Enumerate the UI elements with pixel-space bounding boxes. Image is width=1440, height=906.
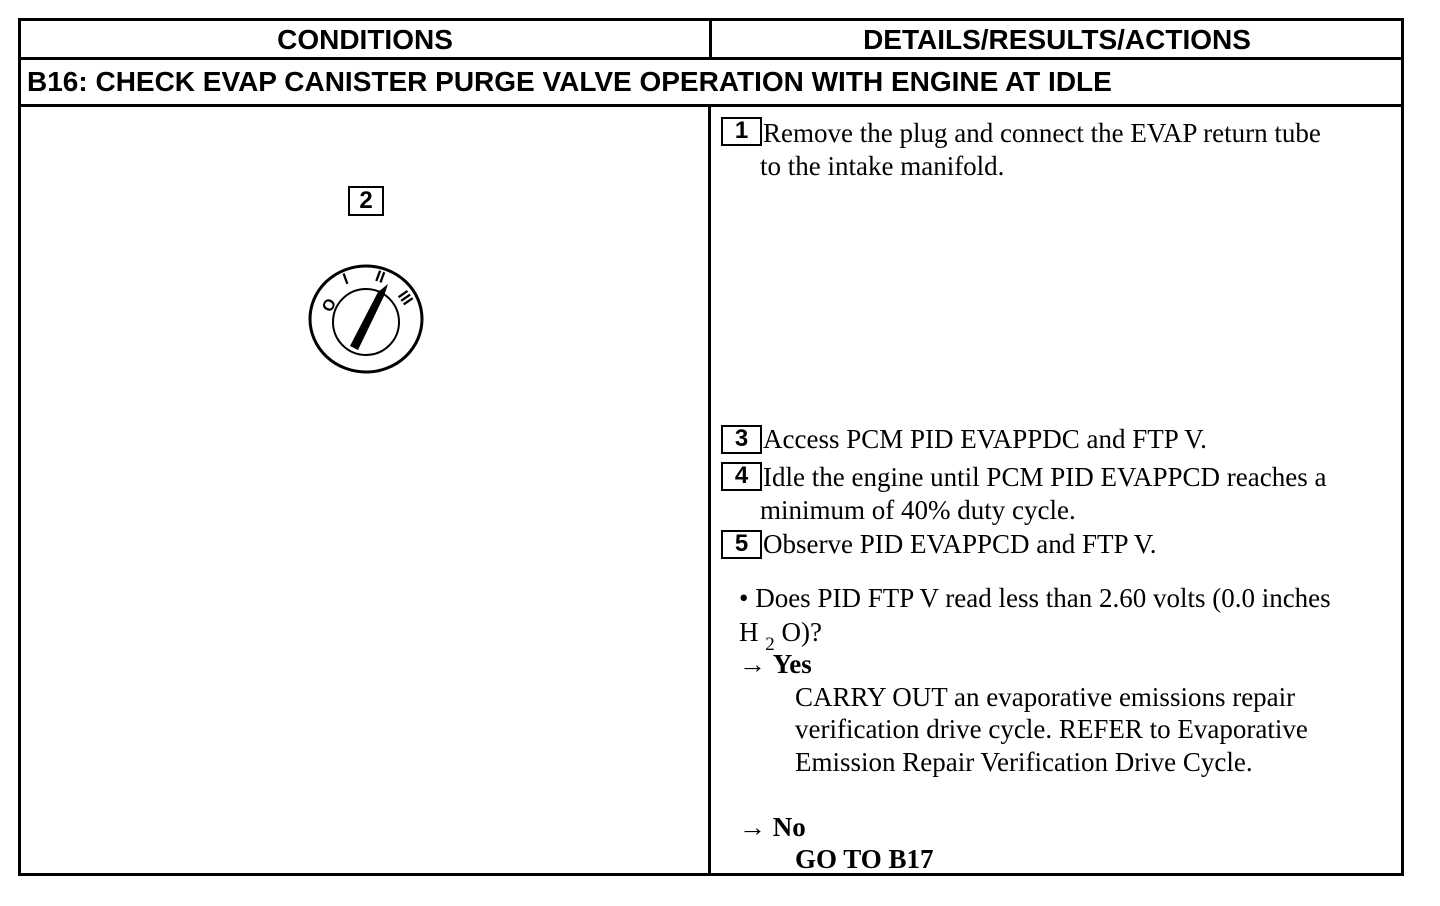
step-4-text-line1: Idle the engine until PCM PID EVAPPCD reaches a <box>763 462 1327 492</box>
step-5-box <box>721 530 762 559</box>
question-text: Does PID FTP V read less than 2.60 volts (0.0 inches <box>755 583 1331 613</box>
position-o-label: O <box>319 295 341 316</box>
position-ii-label: II <box>372 268 387 288</box>
yes-arrow: → <box>739 649 766 679</box>
callout-box-2 <box>348 186 384 216</box>
step-3-box <box>721 425 762 454</box>
step-1-text-line1: Remove the plug and connect the EVAP return tube <box>763 118 1321 148</box>
ignition-switch-icon <box>306 262 426 376</box>
step-3-text: Access PCM PID EVAPPDC and FTP V. <box>763 424 1207 454</box>
step-1-number: 1 <box>734 117 749 144</box>
title-divider <box>18 104 1404 107</box>
column-divider-body <box>708 104 711 876</box>
step-5-number: 5 <box>734 530 749 557</box>
callout-number: 2 <box>359 187 373 214</box>
no-arrow: → <box>739 812 766 842</box>
position-iii-label: III <box>394 287 416 309</box>
step-4-number: 4 <box>734 462 749 489</box>
step-4-text-line2: minimum of 40% duty cycle. <box>760 495 1076 525</box>
bullet: • <box>739 583 749 613</box>
no-label: No <box>772 812 806 842</box>
question-subscript: 2 <box>765 634 775 655</box>
question-line2 <box>739 616 822 655</box>
step-1-text-line2: to the intake manifold. <box>760 151 1005 181</box>
step-4-box <box>721 462 762 491</box>
question-line1 <box>739 582 1331 615</box>
step-5-text: Observe PID EVAPPCD and FTP V. <box>763 529 1157 559</box>
yes-branch-label <box>739 648 812 681</box>
yes-action-line2: verification drive cycle. REFER to Evaporative <box>795 714 1308 744</box>
yes-action-line3: Emission Repair Verification Drive Cycle. <box>795 747 1253 777</box>
details-header: DETAILS/RESULTS/ACTIONS <box>863 23 1251 55</box>
question-h: H <box>739 617 759 647</box>
position-i-label: I <box>340 270 351 289</box>
question-tail: O)? <box>781 617 822 647</box>
conditions-header: CONDITIONS <box>277 23 453 55</box>
step-3-number: 3 <box>734 425 749 452</box>
no-branch-label <box>739 811 806 844</box>
no-action: GO TO B17 <box>795 844 934 874</box>
step-1-box <box>721 117 762 146</box>
step-title: B16: CHECK EVAP CANISTER PURGE VALVE OPERATION WITH ENGINE AT IDLE <box>27 66 1112 97</box>
yes-action-line1: CARRY OUT an evaporative emissions repair <box>795 682 1296 712</box>
yes-label: Yes <box>772 649 812 679</box>
